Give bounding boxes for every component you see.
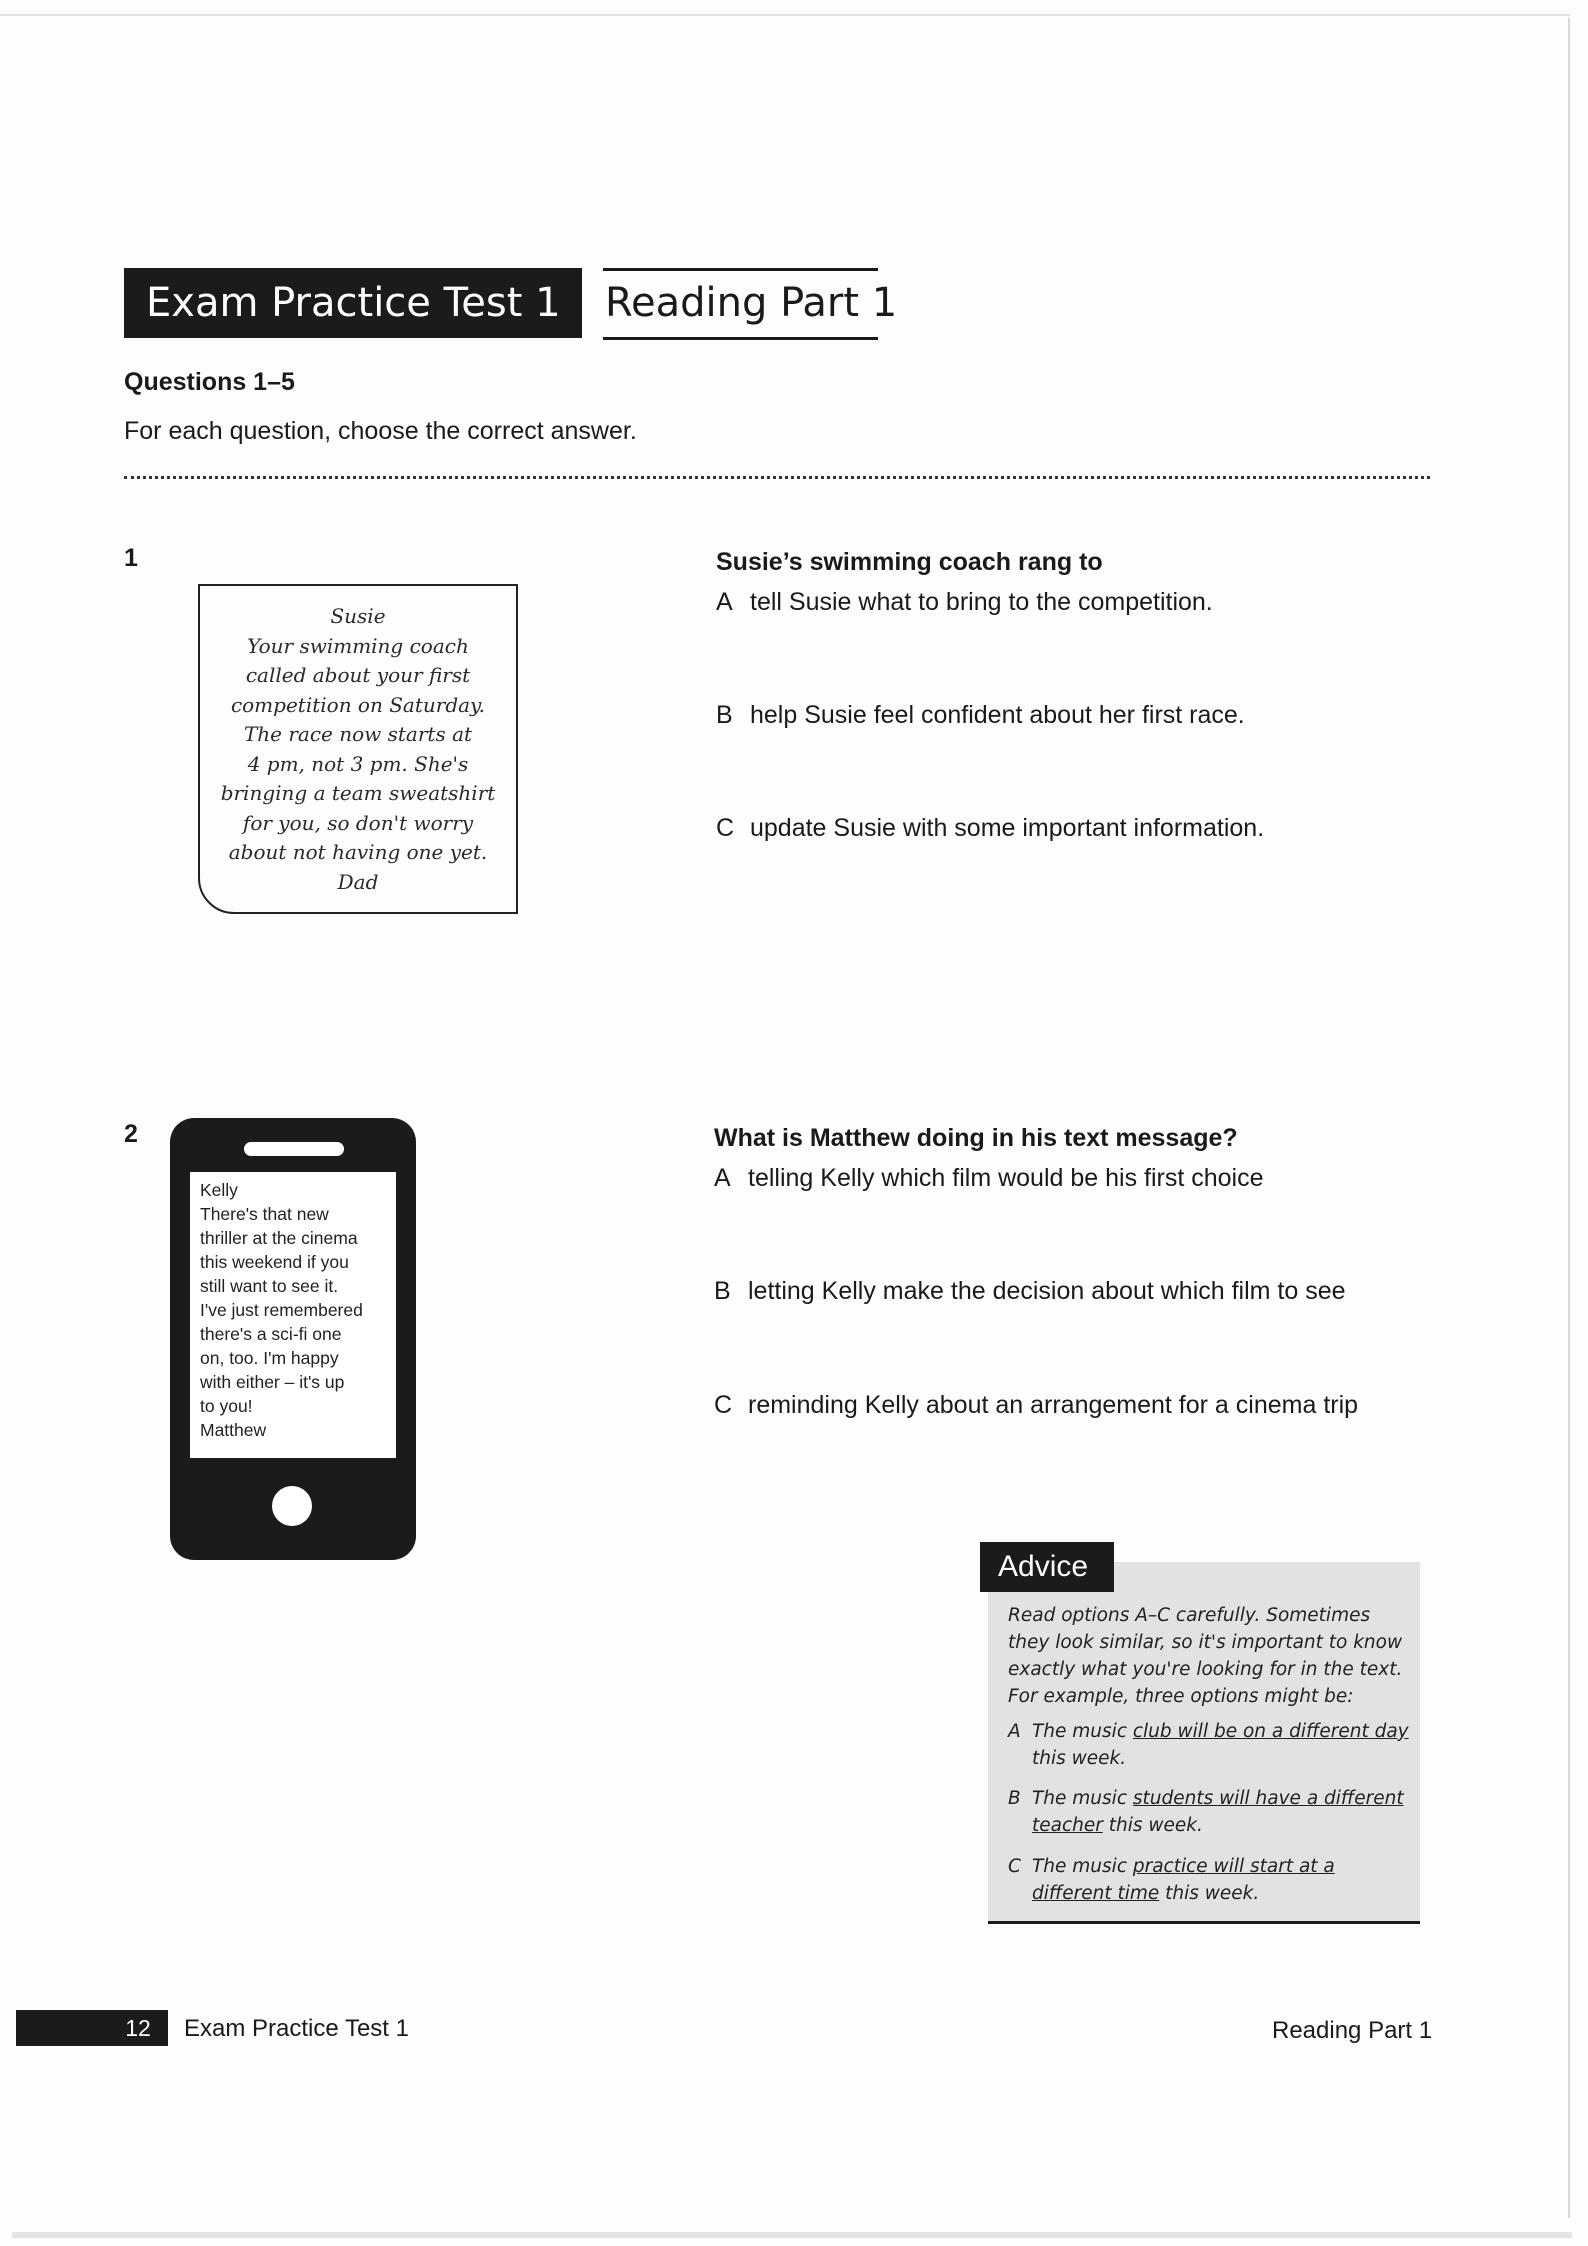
question-2-option-c[interactable] xyxy=(714,1391,1358,1420)
question-2-stem: What is Matthew doing in his text message? xyxy=(714,1124,1238,1152)
note-line: for you, so don't worry xyxy=(242,810,474,835)
footer-part-title: Reading Part 1 xyxy=(1272,2017,1433,2044)
option-letter: C xyxy=(716,814,735,842)
handwritten-note xyxy=(198,584,518,914)
page-edge-bottom xyxy=(12,2232,1572,2238)
option-letter: B xyxy=(716,701,733,729)
test-title: Exam Practice Test 1 xyxy=(124,268,582,338)
advice-label: Advice xyxy=(980,1542,1114,1592)
advice-line: exactly what you're looking for in the text. xyxy=(1008,1659,1403,1680)
message-line: Kelly xyxy=(200,1180,238,1200)
phone-speaker xyxy=(244,1142,344,1156)
message-line: there's a sci-fi one xyxy=(200,1324,342,1344)
message-line: Matthew xyxy=(200,1420,267,1440)
option-text: help Susie feel confident about her first race. xyxy=(750,701,1245,729)
part-title: Reading Part 1 xyxy=(603,268,878,340)
message-line: thriller at the cinema xyxy=(200,1228,358,1248)
option-letter: A xyxy=(716,588,733,616)
advice-option-text: The music xyxy=(1032,1788,1133,1809)
message-line: this weekend if you xyxy=(200,1252,349,1272)
question-2-option-a[interactable] xyxy=(714,1164,1264,1193)
option-letter: C xyxy=(714,1391,733,1419)
message-line: still want to see it. xyxy=(200,1276,339,1296)
advice-option-letter: A xyxy=(1008,1721,1021,1742)
note-line: The race now starts at xyxy=(243,722,473,746)
advice-intro xyxy=(1008,1602,1412,1710)
text-message xyxy=(190,1172,396,1458)
note-line: Susie xyxy=(330,604,386,628)
instruction-text: For each question, choose the correct answer. xyxy=(124,417,637,445)
advice-option-underlined: teacher xyxy=(1032,1815,1103,1836)
page-edge-right xyxy=(1568,18,1570,2218)
note-line: called about your first xyxy=(245,663,471,687)
question-1-stem: Susie’s swimming coach rang to xyxy=(716,548,1103,576)
advice-option-underlined: students will have a different xyxy=(1132,1788,1404,1809)
message-line: There's that new xyxy=(200,1204,329,1224)
option-letter: B xyxy=(714,1277,731,1305)
note-line: 4 pm, not 3 pm. She's xyxy=(247,751,469,776)
question-1-number: 1 xyxy=(124,544,138,572)
advice-option-underlined: different time xyxy=(1032,1883,1160,1904)
advice-line: For example, three options might be: xyxy=(1008,1686,1354,1707)
advice-option-text: this week. xyxy=(1032,1748,1127,1769)
questions-heading: Questions 1–5 xyxy=(124,368,295,396)
advice-option-text: this week. xyxy=(1159,1883,1260,1904)
question-1-option-c[interactable] xyxy=(716,814,1264,843)
note-line: Dad xyxy=(337,869,379,894)
message-line: to you! xyxy=(200,1396,253,1416)
option-text: tell Susie what to bring to the competition. xyxy=(750,588,1213,616)
advice-option-text: The music xyxy=(1032,1721,1133,1742)
footer-test-title: Exam Practice Test 1 xyxy=(184,2015,409,2042)
phone-home-button xyxy=(272,1486,312,1526)
advice-option-underlined: practice will start at a xyxy=(1132,1856,1335,1877)
question-1-option-a[interactable] xyxy=(716,588,1213,617)
page-edge-top xyxy=(0,14,1570,16)
option-text: telling Kelly which film would be his first choice xyxy=(748,1164,1264,1192)
phone-illustration xyxy=(170,1118,416,1560)
question-1-option-b[interactable] xyxy=(716,701,1245,730)
page-number: 12 xyxy=(125,2015,151,2041)
advice-option-text: this week. xyxy=(1102,1815,1203,1836)
message-line: on, too. I'm happy xyxy=(200,1348,339,1368)
message-line: I've just remembered xyxy=(200,1300,363,1320)
note-line: about not having one yet. xyxy=(228,840,488,864)
dotted-divider xyxy=(124,476,1430,479)
note-line: Your swimming coach xyxy=(247,633,469,658)
advice-option-letter: B xyxy=(1008,1788,1021,1809)
note-line: bringing a team sweatshirt xyxy=(220,781,496,805)
advice-option-letter: C xyxy=(1008,1856,1021,1877)
advice-line: they look similar, so it's important to know xyxy=(1008,1632,1403,1653)
note-line: competition on Saturday. xyxy=(230,692,486,717)
question-2-option-b[interactable] xyxy=(714,1277,1346,1306)
advice-option-underlined: club will be on a different day xyxy=(1132,1721,1409,1742)
advice-line: Read options A–C carefully. Sometimes xyxy=(1008,1605,1371,1626)
option-text: update Susie with some important information. xyxy=(750,814,1265,842)
option-letter: A xyxy=(714,1164,731,1192)
option-text: letting Kelly make the decision about which film to see xyxy=(748,1277,1346,1305)
advice-option-text: The music xyxy=(1032,1856,1133,1877)
message-line: with either – it's up xyxy=(200,1372,345,1392)
option-text: reminding Kelly about an arrangement for a cinema trip xyxy=(748,1391,1359,1419)
question-2-number: 2 xyxy=(124,1120,138,1148)
